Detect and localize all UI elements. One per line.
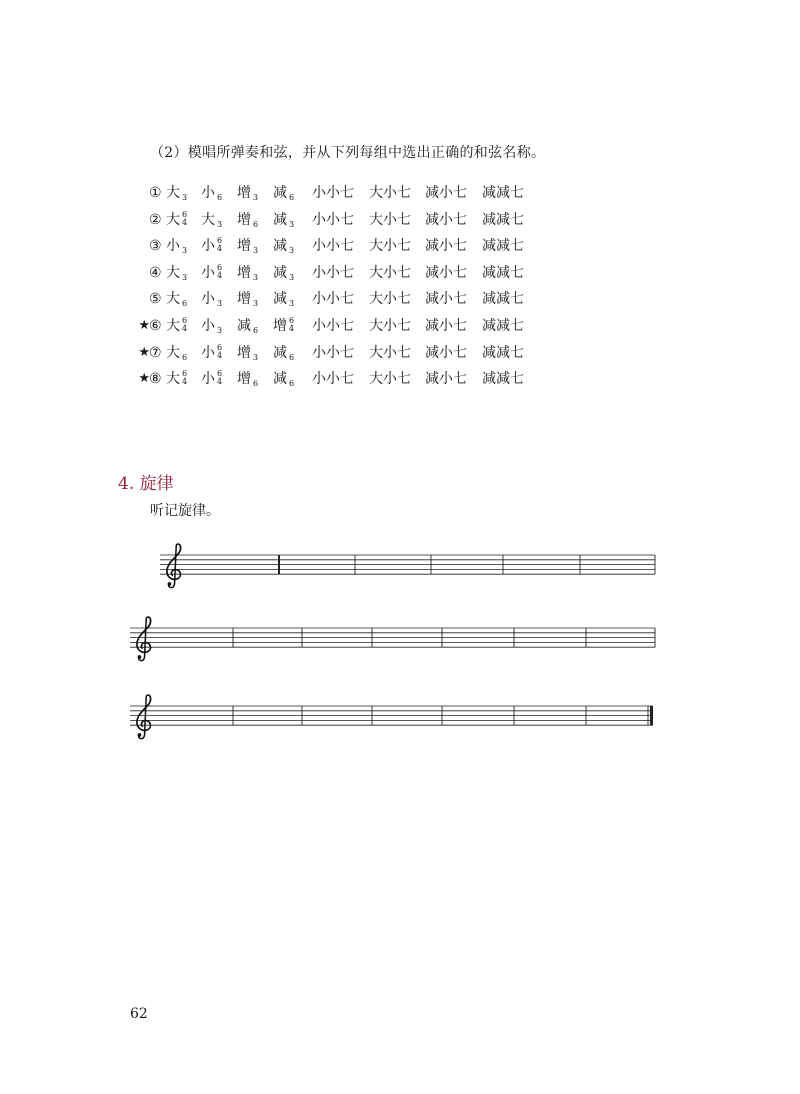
treble-clef-icon xyxy=(137,617,151,661)
chord-option-name: 减小七 xyxy=(425,211,467,228)
chord-option-name: 增 xyxy=(237,238,251,255)
chord-option-name: 小 xyxy=(166,238,180,255)
chord-inversion-figure: 6 xyxy=(253,325,259,335)
chord-inversion-figure: 3 xyxy=(289,219,295,229)
chord-inversion-figure: 3 xyxy=(289,246,295,256)
chord-inversion-figure: 3 xyxy=(182,193,188,202)
chord-row-number: ③ xyxy=(149,238,162,255)
chord-inversion-figure: 3 xyxy=(253,299,259,309)
chord-option-name: 小小七 xyxy=(312,264,354,281)
chord-option-name: 增 xyxy=(237,185,251,201)
chord-inversion-figure: 6 xyxy=(182,352,188,362)
chord-option-name: 减小七 xyxy=(425,185,467,201)
chord-option-name: 小 xyxy=(201,317,215,334)
chord-option-name: 减小七 xyxy=(425,264,467,281)
chord-option-name: 小 xyxy=(201,185,215,201)
chord-option-name: 大小七 xyxy=(369,344,411,361)
chord-inversion-figure: 6 xyxy=(289,379,295,389)
chord-option-name: 减减七 xyxy=(482,344,524,361)
treble-clef-icon xyxy=(167,544,181,588)
chord-option-name: 大 xyxy=(166,211,180,228)
chord-option-name: 增 xyxy=(237,371,251,388)
chord-option-name: 增 xyxy=(237,264,251,281)
chord-row-number: ⑧ xyxy=(149,371,162,388)
page-number: 62 xyxy=(130,1006,148,1022)
chord-option-name: 小 xyxy=(201,371,215,388)
chord-option-name: 减 xyxy=(273,371,287,388)
chord-option-name: 大小七 xyxy=(369,211,411,228)
chord-option-name: 减减七 xyxy=(482,371,524,388)
chord-option-name: 增 xyxy=(237,211,251,228)
chord-option-name: 减减七 xyxy=(482,317,524,334)
instruction-text: （2）模唱所弹奏和弦，并从下列每组中选出正确的和弦名称。 xyxy=(150,145,546,161)
star-icon: ★ xyxy=(138,371,150,387)
chord-option-name: 小 xyxy=(201,238,215,255)
chord-option-name: 减减七 xyxy=(482,211,524,228)
chord-option-name: 大小七 xyxy=(369,264,411,281)
chord-option-name: 小小七 xyxy=(312,344,354,361)
treble-clef-icon xyxy=(137,695,151,739)
chord-row-number: ⑥ xyxy=(149,317,162,334)
chord-inversion-figure: 3 xyxy=(253,272,259,282)
chord-option-name: 减减七 xyxy=(482,238,524,255)
chord-option-name: 减 xyxy=(273,238,287,255)
chord-option-name: 减 xyxy=(273,344,287,361)
chord-option-name: 小小七 xyxy=(312,238,354,255)
section-title: 4. 旋律 xyxy=(118,474,174,494)
chord-row-number: ② xyxy=(149,211,162,228)
chord-option-name: 小 xyxy=(201,291,215,308)
chord-inversion-figure: 3 xyxy=(217,219,223,229)
chord-option-name: 增 xyxy=(273,317,287,334)
chord-option-name: 小 xyxy=(201,264,215,281)
chord-option-name: 减减七 xyxy=(482,264,524,281)
chord-inversion-figure: 6 xyxy=(182,299,188,309)
chord-inversion-figure: 6 xyxy=(289,193,295,202)
chord-option-name: 增 xyxy=(237,291,251,308)
chord-row-number: ⑦ xyxy=(149,344,162,361)
chord-inversion-figure: 3 xyxy=(217,325,223,335)
chord-option-name: 大 xyxy=(166,371,180,388)
chord-inversion-figure: 6 xyxy=(253,379,259,389)
chord-inversion-figure: 3 xyxy=(182,246,188,256)
chord-option-name: 大小七 xyxy=(369,238,411,255)
chord-option-name: 减 xyxy=(273,264,287,281)
chord-row-number: ① xyxy=(149,185,162,201)
chord-option-name: 小 xyxy=(201,344,215,361)
chord-inversion-figure: 3 xyxy=(253,193,259,202)
chord-inversion-figure: 6 4 xyxy=(217,236,223,254)
chord-option-name: 大 xyxy=(166,291,180,308)
chord-option-name: 大 xyxy=(166,185,180,201)
chord-option-name: 大 xyxy=(166,264,180,281)
chord-inversion-figure: 3 xyxy=(289,299,295,309)
section-subtitle: 听记旋律。 xyxy=(150,503,220,519)
chord-option-name: 减 xyxy=(237,317,251,334)
chord-inversion-figure: 6 xyxy=(289,352,295,362)
chord-option-name: 减 xyxy=(273,291,287,308)
chord-inversion-figure: 3 xyxy=(253,246,259,256)
chord-inversion-figure: 6 xyxy=(253,219,259,229)
chord-option-name: 减小七 xyxy=(425,238,467,255)
chord-option-name: 减小七 xyxy=(425,291,467,308)
chord-option-name: 增 xyxy=(237,344,251,361)
chord-option-name: 小小七 xyxy=(312,371,354,388)
chord-inversion-figure: 6 4 xyxy=(217,369,223,387)
chord-option-name: 减小七 xyxy=(425,371,467,388)
star-icon: ★ xyxy=(138,344,150,360)
chord-option-name: 大小七 xyxy=(369,291,411,308)
chord-option-name: 大 xyxy=(166,317,180,334)
chord-option-name: 大小七 xyxy=(369,371,411,388)
chord-option-name: 减小七 xyxy=(425,344,467,361)
chord-inversion-figure: 3 xyxy=(253,352,259,362)
chord-option-name: 减减七 xyxy=(482,291,524,308)
chord-option-name: 减减七 xyxy=(482,185,524,201)
chord-option-name: 减小七 xyxy=(425,317,467,334)
chord-inversion-figure: 6 4 xyxy=(182,369,188,387)
chord-option-name: 大 xyxy=(166,344,180,361)
chord-inversion-figure: 6 xyxy=(217,193,223,202)
chord-inversion-figure: 6 4 xyxy=(289,315,295,333)
chord-inversion-figure: 6 4 xyxy=(217,342,223,360)
chord-option-name: 小小七 xyxy=(312,317,354,334)
chord-row-number: ④ xyxy=(149,264,162,281)
chord-option-name: 大 xyxy=(201,211,215,228)
chord-row-number: ⑤ xyxy=(149,291,162,308)
chord-option-name: 小小七 xyxy=(312,185,354,201)
star-icon: ★ xyxy=(138,317,150,333)
chord-option-name: 大小七 xyxy=(369,317,411,334)
chord-option-name: 减 xyxy=(273,185,287,201)
chord-inversion-figure: 3 xyxy=(182,272,188,282)
chord-option-name: 小小七 xyxy=(312,211,354,228)
chord-inversion-figure: 6 4 xyxy=(182,209,188,227)
chord-inversion-figure: 6 4 xyxy=(217,262,223,280)
chord-option-name: 减 xyxy=(273,211,287,228)
chord-inversion-figure: 6 4 xyxy=(182,315,188,333)
chord-option-name: 小小七 xyxy=(312,291,354,308)
chord-inversion-figure: 3 xyxy=(217,299,223,309)
chord-option-name: 大小七 xyxy=(369,185,411,201)
chord-inversion-figure: 3 xyxy=(289,272,295,282)
